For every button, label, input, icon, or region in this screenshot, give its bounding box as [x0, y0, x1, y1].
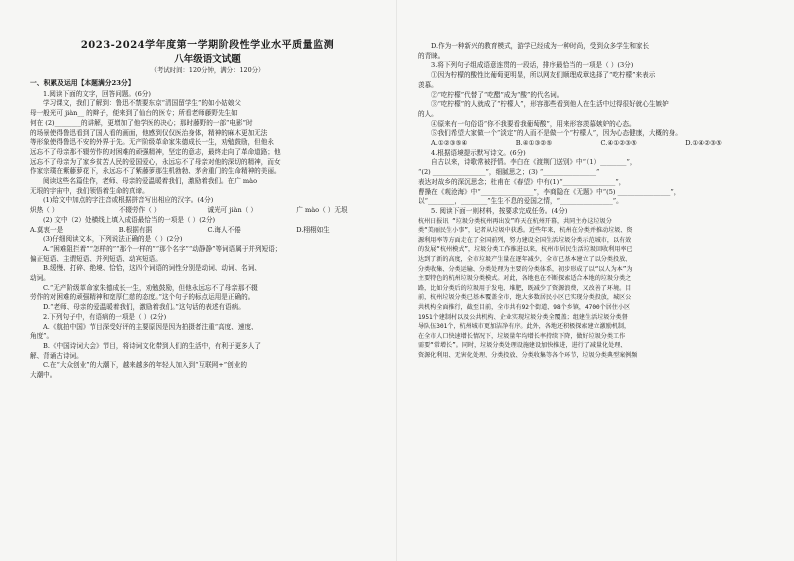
pinyin-item[interactable]: 炽热（ ）: [30, 206, 59, 215]
news-line: 达到了新的高度，全市垃圾产生量在逐年减少，全市已基本建立了以分类投放、: [418, 256, 632, 264]
passage-line: 的场景使得鲁迅看到了国人看的画面，他感到仅仅医治身体，精神的麻木更加无法: [30, 128, 268, 137]
right-column: [418, 0, 770, 561]
option-d[interactable]: D.①④②③⑤: [685, 139, 722, 148]
question-3: 3.将下列句子组成语意连贯的一段话，排序最恰当的一项是（ ）(3分): [431, 61, 634, 70]
sentence-1-cont: 羡慕。: [418, 80, 438, 89]
q2-option-a[interactable]: A.《航拍中国》节目深受好评的主要原因是因为拍摄者注重“高度、速度、: [43, 322, 258, 331]
option-d[interactable]: D.“老师、母亲的爱温暖着我们，激励着我们。”这句话的表述有语病。: [43, 303, 245, 312]
question-1-3: (3)仔细阅读文本，下列说法正确的是（ ）(2分): [43, 235, 183, 244]
option-c[interactable]: C.诲人不倦: [207, 225, 241, 234]
news-line: 1951个建制村以及公共机构、企业实现垃圾分类全覆盖；组建生活垃圾分类督: [418, 313, 628, 321]
news-line: 在全市人口快速增长情况下，垃圾量年均增长率持续下降，做好垃圾分类工作: [418, 332, 626, 340]
recitation-line[interactable]: 表达对故乡的深沉思念；杜甫在《春望》中有(1)“________________”，: [418, 177, 626, 186]
pinyin-item[interactable]: 不辍劳作（ ）: [118, 206, 161, 215]
recitation-line[interactable]: “(2) ________________”，细腻思之；(3) “________________”: [418, 168, 600, 177]
reading-passage: [30, 99, 385, 196]
pinyin-items: [30, 206, 385, 216]
option-b[interactable]: B.④①③②⑤: [515, 139, 553, 148]
option-b[interactable]: B.根据有据: [118, 225, 153, 234]
question-4: 4.根据语境提示默写诗文。(6分): [431, 148, 526, 157]
q2-option-b-cont: 解、背诵古诗词。: [30, 351, 83, 360]
exam-info: （考试时间：120分钟，满分：120分）: [150, 66, 265, 74]
passage-line: 等形象使得鲁迅不安的外界于先。无产阶级革命家朱德成长一生，劝勉鼓励，但他永: [30, 138, 274, 147]
recitation-line[interactable]: 以“________，________”生生不息的爱国之情，“________________”。: [418, 197, 623, 206]
option-b-cont: 动词。: [30, 274, 50, 283]
news-line: 源利用率等方面走在了全国前列，努力建设全国生活垃圾分类示范城市，以有效: [418, 236, 632, 244]
q2-option-c-cont: 大潮中。: [30, 371, 57, 380]
passage-line: 远忘不了母亲为了家乡贫苦人民的爱国爱心，永远忘不了母亲对他的深切的精神，而女: [30, 157, 281, 166]
q2-option-a-cont: 角度”。: [30, 332, 54, 341]
pinyin-item[interactable]: 广 mào（ ）无垠: [296, 206, 348, 215]
sentence-3-cont: 的人。: [418, 109, 438, 118]
exam-title: 2023-2024学年度第一学期阶段性学业水平质量监测: [80, 40, 335, 51]
news-line: 共机构全面推行，截至目前，全市共有92个街道、98个乡镇，4700个居住小区: [418, 304, 631, 311]
idiom-options: [30, 226, 385, 236]
news-line: 类“美丽民生小事”，记者从垃圾中获悉。近些年来，杭州在分类并推动垃圾、资: [418, 227, 633, 235]
option-d[interactable]: D.栩栩如生: [296, 225, 330, 234]
news-line: 杭州日报讯 “垃圾分类杭州再出发”昨天在杭州开幕，共同主办这垃圾分: [418, 217, 612, 225]
q2-option-c[interactable]: C.在“大众创业”的大潮下，越来越多的年轻人加入到“互联网+”创业的: [43, 361, 247, 370]
passage-line: 作家宗璞在紫藤萝花下，永远忘不了紫藤萝那生机勃勃、茅舍重门的生命精神的美丽。: [30, 167, 281, 176]
option-a[interactable]: A.①②③⑤④: [431, 139, 468, 148]
option-c[interactable]: C.“无产阶级革命家朱德成长一生，劝勉鼓励，但他永远忘不了母亲那不辍: [43, 283, 258, 292]
passage-line: 何在 (2)________的讲解，更增加了他学医的决心；那时藤野的一部“电影”时: [30, 118, 253, 127]
option-a-cont: 偏正短语、主谓短语、并列短语、动宾短语。: [30, 254, 162, 263]
news-line: 前，杭州垃圾分类已基本覆盖全市，绝大多数居民小区已实现分类投放，城区公: [418, 294, 632, 302]
news-line: 分类收集、分类运输、分类处理为主要的分类体系，初步形成了以“以人为本”为: [418, 265, 633, 273]
passage-line: 远忘不了母亲那不辍劳作的对困难的顽强精神，坚定的意志，最终走向了革命道路；他: [30, 147, 281, 156]
passage-line: 阅读这些名篇佳作，老师、母亲的爱温暖着我们，激励着我们。在广 mào: [43, 177, 258, 186]
recitation-line[interactable]: 自古以来，诗歌常被抒情。李白在《渡荆门送别》中“（1）________”，: [431, 158, 637, 167]
sentence-4: ④原来有一句俗语“你不我要看我葡萄酸”，用来形容羡慕嫉妒的心态。: [431, 119, 636, 128]
news-line: 导队伍301个，杭州城市更加洁净有序。此外，各地还积极探索建立激励机制，: [418, 323, 631, 331]
pinyin-item[interactable]: 诚光可 jiàn（ ）: [207, 206, 257, 215]
sentence-5: ⑤我们希望大家做一个“淡定”的人而不是做一个“柠檬人”，因为心态健康，大概的身。: [431, 129, 682, 138]
section-heading: 一、积累及运用【本题满分23分】: [30, 79, 135, 87]
question-1-2: (2) 文中（2）处横线上填入成语最恰当的一项是（ ）(2分): [43, 215, 216, 224]
passage-line: 无垠的宇宙中，我们领悟着生命的真谛。: [30, 186, 149, 195]
q2-option-d-cont: 的青睐。: [418, 51, 445, 60]
question-1: 1.阅读下面的文字，回答问题。(6分): [43, 89, 151, 98]
option-c[interactable]: C.④①②③⑤: [600, 139, 637, 148]
q2-option-d[interactable]: D.作为一种新兴的教育模式，游学已经成为一种时尚，受到众多学生和家长: [431, 42, 650, 50]
option-c-cont: 劳作的对困难的顽强精神和宽厚仁慈的态度。”这个句子的标点运用是正确的。: [30, 293, 255, 302]
question-5: 5. 阅读下面一则材料，按要求完成任务。(4分): [431, 206, 568, 215]
passage-line: 学习课文，我们了解到：鲁迅不禁要东京“清国留学生”的如小姑娘父: [43, 99, 241, 108]
sentence-2: ②“吃柠檬”代替了“吃醋”成为“酸”的代名词。: [431, 90, 564, 99]
option-a[interactable]: A.“困难阻拦着”“怎样的”“那个一样的”“那个名字”“动静静”等词语属于并列短语；: [43, 244, 282, 253]
news-line: 资源化利用、无害化处理、分类投放、分类收集等各个环节，垃圾分类典型案例频: [418, 351, 638, 359]
news-line: 路，比如分类后的垃圾用于发电、堆肥，既减少了资源浪费，又改善了环境。目: [418, 284, 632, 292]
news-line: 的发展“杭州模式”，垃圾分类工作推进以来，杭州市居民生活垃圾回收利用率已: [418, 246, 633, 254]
question-2: 2.下列句子中，有语病的一项是（ ）(2分): [43, 312, 167, 321]
news-line: 需要“常增长”。同时，垃圾分类处理设施建设加快推进，进行了减量化处理、: [418, 342, 627, 350]
news-passage: [418, 217, 770, 361]
exam-subtitle: 八年级语文试题: [174, 54, 241, 65]
order-options: [418, 139, 770, 149]
option-b[interactable]: B.缓慢、打碎、绝境、恰恰，这四个词语的词性分别是动词、动词、名词、: [43, 264, 261, 273]
sentence-1: ①因为柠檬的酸性比葡萄更明显，所以网友们顺理成章选择了“吃柠檬”来表示: [431, 71, 656, 80]
q2-option-b[interactable]: B.《中国诗词大会》节目，将诗词文化带到人们的生活中，有利于更多人了: [43, 341, 261, 350]
question-1-1: (1)给文中加点的字注音或根据拼音写出相应的汉字。(4分): [43, 196, 214, 205]
passage-line: 母一般光可 jiàn__ 的辫子，便来到了仙台的医专；所看老师藤野先生如: [30, 109, 238, 118]
option-a[interactable]: A.莫衷一是: [30, 225, 64, 234]
sentence-3: ③“吃柠檬”的人就成了“柠檬人”，形容那些看到他人在生活中过得很好就心生嫉妒: [431, 100, 669, 109]
recitation-line[interactable]: 曹操在《观沧海》中“________________”，李商隐在《无题》中“(5) ________________”，: [418, 187, 681, 196]
left-column: [30, 0, 385, 561]
page-fold-line: [396, 0, 397, 561]
news-line: 主要特色的杭州垃圾分类模式。对此，各地也在不断探索适合本地的垃圾分类之: [418, 275, 632, 283]
